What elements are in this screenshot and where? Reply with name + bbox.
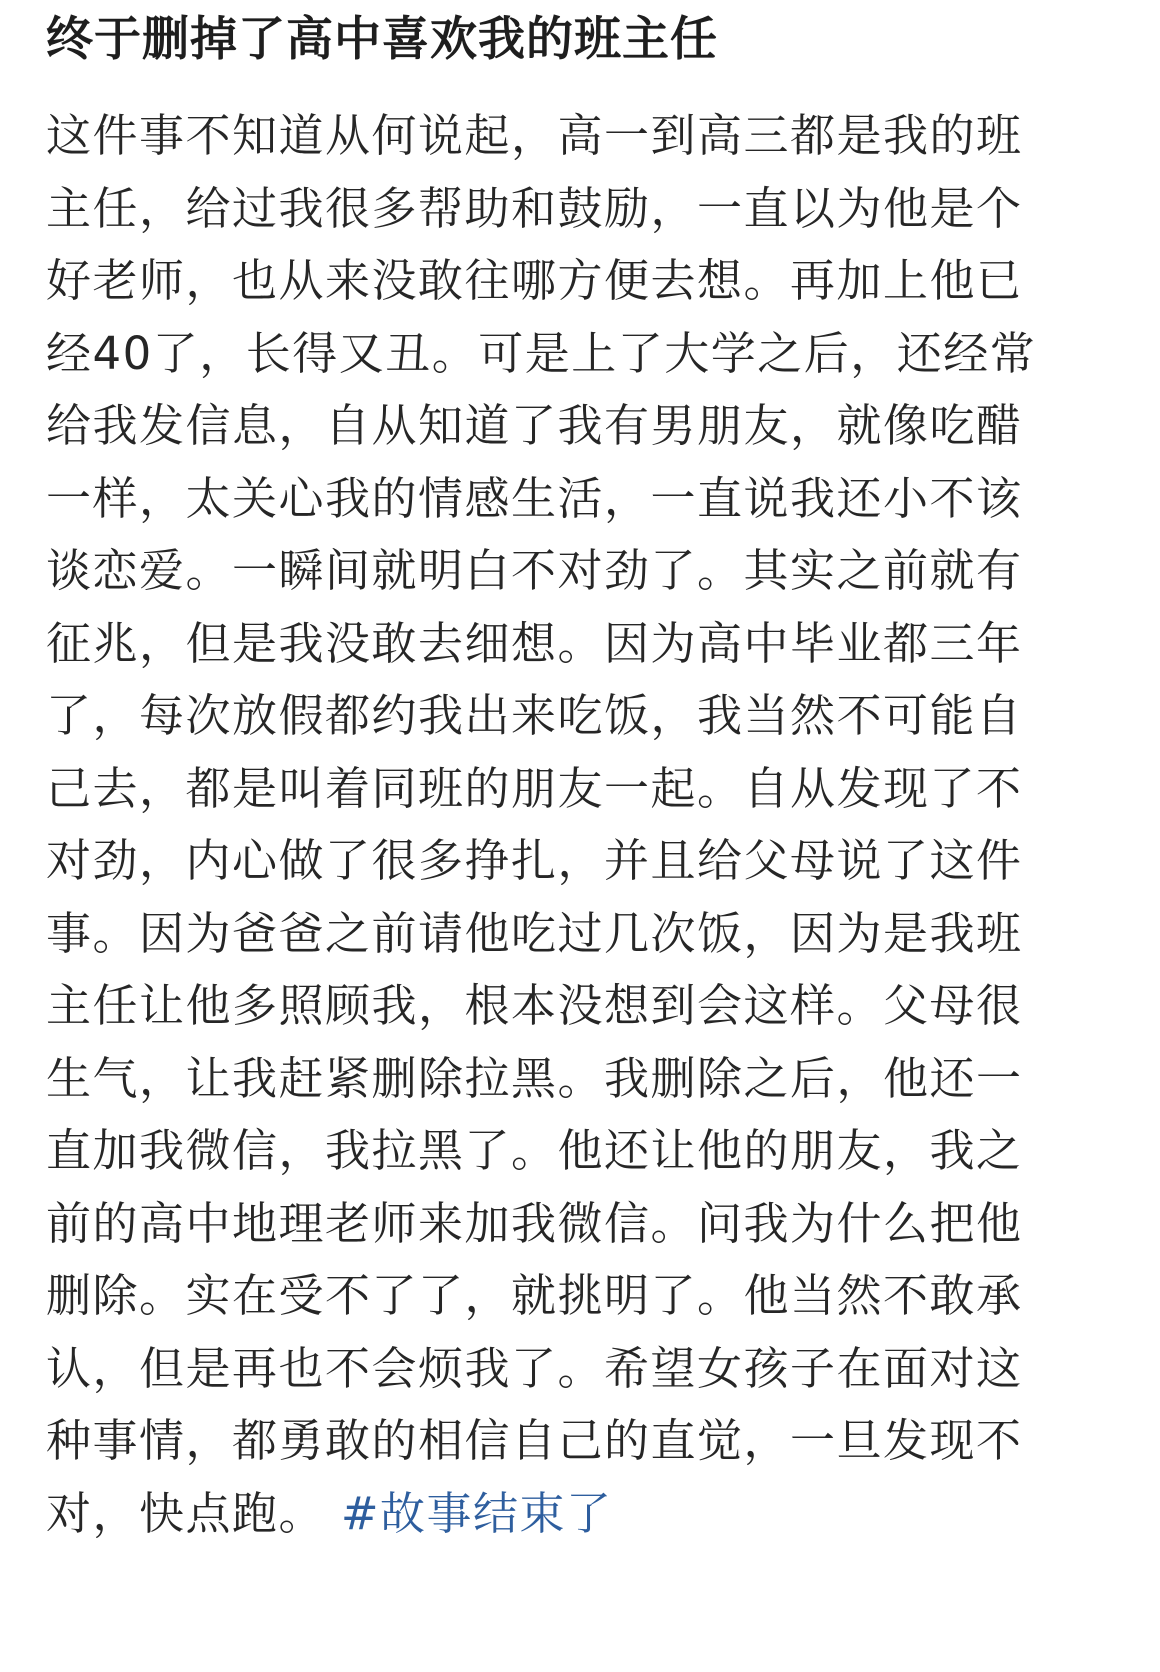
body-line: 种事情，都勇敢的相信自己的直觉，一旦发现不 xyxy=(46,1414,1023,1467)
body-line: 直加我微信，我拉黑了。他还让他的朋友，我之 xyxy=(46,1124,1023,1177)
body-line: 生气，让我赶紧删除拉黑。我删除之后，他还一 xyxy=(46,1051,1023,1105)
body-line: 给我发信息，自从知道了我有男朋友，就像吃醋 xyxy=(46,399,1023,452)
body-last-line-text: 对，快点跑。 xyxy=(46,1486,326,1540)
body-line: 谈恋爱。一瞬间就明白不对劲了。其实之前就有 xyxy=(46,544,1023,597)
body-line: 己去，都是叫着同班的朋友一起。自从发现了不 xyxy=(46,761,1023,815)
body-line: 前的高中地理老师来加我微信。问我为什么把他 xyxy=(46,1196,1023,1250)
body-line: 认，但是再也不会烦我了。希望女孩子在面对这 xyxy=(46,1341,1023,1395)
body-line: 征兆，但是我没敢去细想。因为高中毕业都三年 xyxy=(46,616,1023,670)
body-line: 对劲，内心做了很多挣扎，并且给父母说了这件 xyxy=(46,834,1023,887)
body-line: 主任让他多照顾我，根本没想到会这样。父母很 xyxy=(46,979,1023,1032)
body-line: 事。因为爸爸之前请他吃过几次饭，因为是我班 xyxy=(46,906,1023,960)
body-line: 主任，给过我很多帮助和鼓励，一直以为他是个 xyxy=(46,181,1023,235)
hashtag-link[interactable]: #故事结束了 xyxy=(340,1486,613,1540)
body-line: 这件事不知道从何说起，高一到高三都是我的班 xyxy=(46,109,1023,162)
body-line: 了，每次放假都约我出来吃饭，我当然不可能自 xyxy=(46,689,1023,742)
post xyxy=(46,0,1106,1550)
post-title: 终于删掉了高中喜欢我的班主任 xyxy=(46,12,718,67)
post-body xyxy=(46,100,1066,1550)
body-line: 经40了，长得又丑。可是上了大学之后，还经常 xyxy=(46,326,1037,380)
body-line: 一样，太关心我的情感生活，一直说我还小不该 xyxy=(46,471,1023,525)
body-last-line xyxy=(46,1478,1066,1551)
body-line: 删除。实在受不了了，就挑明了。他当然不敢承 xyxy=(46,1269,1023,1322)
body-line: 好老师，也从来没敢往哪方便去想。再加上他已 xyxy=(46,254,1023,307)
